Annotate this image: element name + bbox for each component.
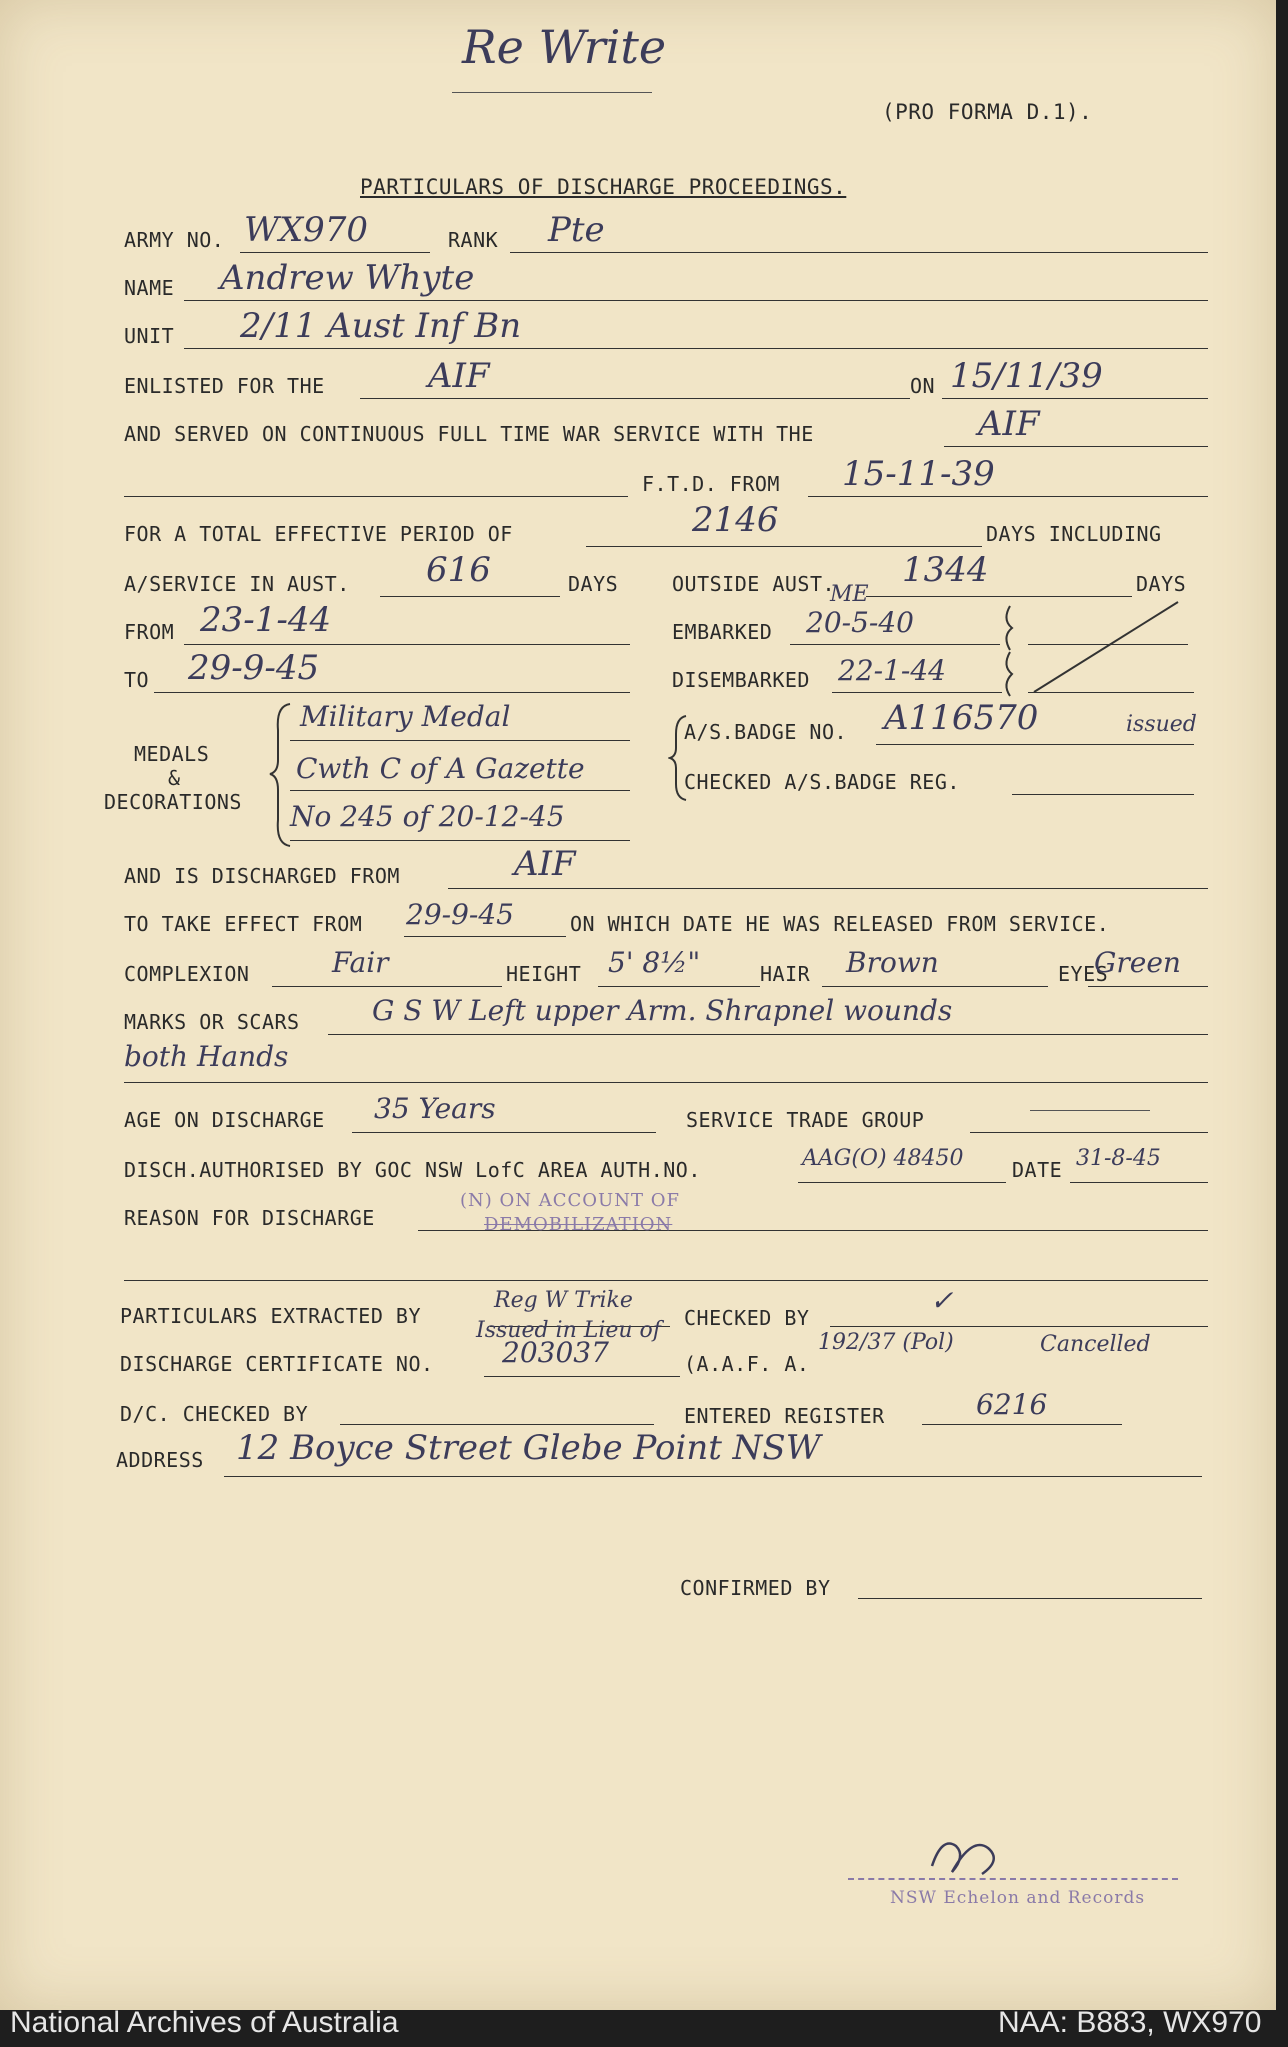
trade-group-label: SERVICE TRADE GROUP: [686, 1108, 925, 1132]
medal-line-1: Military Medal: [300, 700, 511, 733]
unit-label: UNIT: [124, 324, 175, 348]
marks-line-1: G S W Left upper Arm. Shrapnel wounds: [372, 994, 953, 1027]
hair-value: Brown: [846, 946, 939, 979]
height-value: 5' 8½": [608, 946, 701, 979]
on-label: ON: [910, 374, 936, 398]
decorations-label: DECORATIONS: [104, 790, 242, 814]
rewrite-note: Re Write: [462, 20, 667, 74]
checked-badge-label: CHECKED A/S.BADGE REG.: [684, 770, 960, 794]
badge-no-label: A/S.BADGE NO.: [684, 720, 848, 744]
reason-label: REASON FOR DISCHARGE: [124, 1206, 375, 1230]
aservice-label: A/SERVICE IN AUST.: [124, 572, 350, 596]
reason-stamp-line-1: (N) ON ACCOUNT OF: [460, 1190, 680, 1211]
height-label: HEIGHT: [506, 962, 582, 986]
from-date-value: 23-1-44: [200, 600, 332, 640]
badge-no-value: A116570: [884, 698, 1039, 738]
hair-label: HAIR: [760, 962, 811, 986]
days-including-label: DAYS INCLUDING: [986, 522, 1162, 546]
issued-note: Issued in Lieu of: [476, 1318, 661, 1343]
rank-value: Pte: [548, 210, 605, 250]
disembarked-label: DISEMBARKED: [672, 668, 810, 692]
footer-right: NAA: B883, WX970: [998, 2006, 1262, 2039]
total-days-value: 2146: [692, 500, 779, 540]
auth-date-value: 31-8-45: [1076, 1146, 1161, 1171]
rank-label: RANK: [448, 228, 499, 252]
complexion-label: COMPLEXION: [124, 962, 250, 986]
outside-days-value: 1344: [902, 550, 989, 590]
total-period-label: FOR A TOTAL EFFECTIVE PERIOD OF: [124, 522, 513, 546]
cert-no-value: 203037: [502, 1336, 609, 1369]
ftd-label: F.T.D. FROM: [642, 472, 780, 496]
army-no-value: WX970: [244, 210, 369, 250]
eyes-label: EYES: [1058, 962, 1109, 986]
army-no-label: ARMY NO.: [124, 228, 225, 252]
to-date-value: 29-9-45: [188, 648, 320, 688]
complexion-value: Fair: [332, 946, 389, 979]
age-value: 35 Years: [374, 1092, 496, 1125]
disembarked-value: 22-1-44: [838, 654, 946, 687]
released-label: ON WHICH DATE HE WAS RELEASED FROM SERVICE.: [570, 912, 1110, 936]
address-label: ADDRESS: [116, 1448, 204, 1472]
badge-issued-note: issued: [1126, 712, 1197, 737]
footer-left: National Archives of Australia: [10, 2006, 399, 2039]
extracted-by-label: PARTICULARS EXTRACTED BY: [120, 1304, 421, 1328]
extracted-by-value: Reg W Trike: [494, 1288, 633, 1313]
date-label: DATE: [1012, 1158, 1063, 1182]
enlisted-label: ENLISTED FOR THE: [124, 374, 325, 398]
medals-label: MEDALS: [134, 742, 210, 766]
served-on-label: AND SERVED ON CONTINUOUS FULL TIME WAR SERVICE WITH THE: [124, 422, 814, 446]
enlisted-on-value: 15/11/39: [950, 356, 1103, 396]
outside-days-unit: DAYS: [1136, 572, 1187, 596]
aaf-value: 192/37 (Pol): [818, 1330, 954, 1355]
served-with-value: AIF: [978, 404, 1040, 444]
medal-line-2: Cwth C of A Gazette: [296, 752, 585, 785]
auth-no-value: AAG(O) 48450: [802, 1146, 964, 1171]
cert-no-label: DISCHARGE CERTIFICATE NO.: [120, 1352, 434, 1376]
marks-line-2: both Hands: [124, 1040, 289, 1073]
enlisted-for-value: AIF: [428, 356, 490, 396]
entered-register-label: ENTERED REGISTER: [684, 1404, 885, 1428]
ftd-value: 15-11-39: [842, 454, 995, 494]
name-value: Andrew Whyte: [220, 258, 475, 298]
address-value: 12 Boyce Street Glebe Point NSW: [236, 1428, 821, 1468]
from-label: FROM: [124, 620, 175, 644]
take-effect-label: TO TAKE EFFECT FROM: [124, 912, 363, 936]
embark-brace-mark: [998, 590, 1198, 700]
aaf-label: (A.A.F. A.: [684, 1352, 810, 1376]
name-label: NAME: [124, 276, 175, 300]
unit-value: 2/11 Aust Inf Bn: [240, 306, 522, 346]
age-label: AGE ON DISCHARGE: [124, 1108, 325, 1132]
register-no-value: 6216: [976, 1388, 1048, 1421]
outside-aust-label: OUTSIDE AUST.: [672, 572, 836, 596]
medal-line-3: No 245 of 20-12-45: [290, 800, 565, 833]
to-label: TO: [124, 668, 150, 692]
aust-days-unit: DAYS: [568, 572, 619, 596]
echelon-stamp: NSW Echelon and Records: [890, 1888, 1146, 1908]
amp-label: &: [168, 766, 181, 790]
aust-days-value: 616: [426, 550, 491, 590]
checked-by-label: CHECKED BY: [684, 1306, 810, 1330]
effect-from-value: 29-9-45: [406, 898, 514, 931]
checked-by-initials: ✓: [930, 1284, 954, 1317]
eyes-value: Green: [1094, 946, 1181, 979]
me-note: ME: [830, 582, 869, 607]
pro-forma-label: (PRO FORMA D.1).: [882, 100, 1093, 124]
discharged-from-label: AND IS DISCHARGED FROM: [124, 864, 400, 888]
form-title: PARTICULARS OF DISCHARGE PROCEEDINGS.: [360, 175, 847, 199]
discharged-from-value: AIF: [514, 844, 576, 884]
dc-checked-label: D/C. CHECKED BY: [120, 1402, 309, 1426]
signature-mark: [912, 1826, 1032, 1886]
marks-label: MARKS OR SCARS: [124, 1010, 300, 1034]
confirmed-by-label: CONFIRMED BY: [680, 1576, 831, 1600]
embarked-label: EMBARKED: [672, 620, 773, 644]
reason-stamp-line-2: DEMOBILIZATION: [484, 1214, 673, 1235]
embarked-value: 20-5-40: [806, 606, 914, 639]
cancelled-note: Cancelled: [1040, 1332, 1151, 1357]
disch-auth-label: DISCH.AUTHORISED BY GOC NSW LofC AREA AUTH.NO.: [124, 1158, 701, 1182]
